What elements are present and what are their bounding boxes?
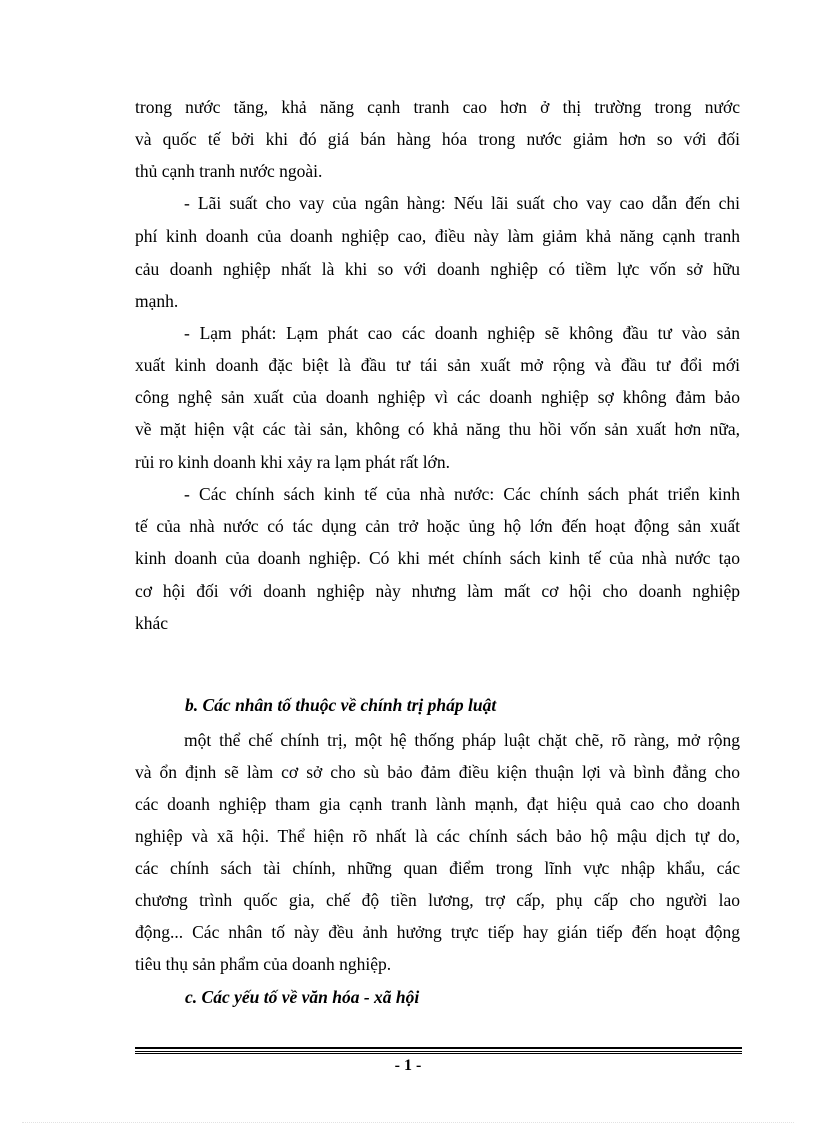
- footer-rule-thin: [135, 1051, 742, 1052]
- footer-rule-thin: [135, 1053, 742, 1054]
- text-line: cơ hội đối với doanh nghiệp này nhưng làm mất cơ hội cho doanh nghiệp: [135, 581, 740, 601]
- text-line: chương trình quốc gia, chế độ tiền lương, trợ cấp, phụ cấp cho người lao: [135, 890, 740, 910]
- text-line: về mặt hiện vật các tài sản, không có khả năng thu hồi vốn sản xuất hơn nữa,: [135, 419, 740, 439]
- text-line: rủi ro kinh doanh khi xảy ra lạm phát rất lớn.: [135, 452, 450, 472]
- footer-rule-thick: [135, 1047, 742, 1049]
- text-line: - Lãi suất cho vay của ngân hàng: Nếu lãi suất cho vay cao dẫn đến chi: [184, 193, 740, 213]
- text-line: tế của nhà nước có tác dụng cản trở hoặc ủng hộ lớn đến hoạt động sản xuất: [135, 516, 740, 536]
- section-heading-c: c. Các yếu tố về văn hóa - xã hội: [185, 987, 420, 1007]
- text-line: nghiệp và xã hội. Thể hiện rõ nhất là các chính sách bảo hộ mậu dịch tự do,: [135, 826, 740, 846]
- text-line: các doanh nghiệp tham gia cạnh tranh lành mạnh, đạt hiệu quả cao cho doanh: [135, 794, 740, 814]
- text-line: trong nước tăng, khả năng cạnh tranh cao hơn ở thị trường trong nước: [135, 97, 740, 117]
- text-line: một thể chế chính trị, một hệ thống pháp luật chặt chẽ, rõ ràng, mở rộng: [184, 730, 740, 750]
- text-line: thủ cạnh tranh nước ngoài.: [135, 161, 323, 181]
- text-line: phí kinh doanh của doanh nghiệp cao, điều này làm giảm khả năng cạnh tranh: [135, 226, 740, 246]
- text-line: và ổn định sẽ làm cơ sở cho sù bảo đảm điều kiện thuận lợi và bình đẳng cho: [135, 762, 740, 782]
- text-line: - Lạm phát: Lạm phát cao các doanh nghiệp sẽ không đầu tư vào sản: [184, 323, 740, 343]
- text-line: xuất kinh doanh đặc biệt là đầu tư tái sản xuất mở rộng và đầu tư đổi mới: [135, 355, 740, 375]
- text-line: các chính sách tài chính, những quan điểm trong lĩnh vực nhập khẩu, các: [135, 858, 740, 878]
- text-line: công nghệ sản xuất của doanh nghiệp vì các doanh nghiệp sợ không đảm bảo: [135, 387, 740, 407]
- body-text: [135, 0, 740, 1000]
- text-line: tiêu thụ sản phẩm của doanh nghiệp.: [135, 954, 392, 974]
- text-line: kinh doanh của doanh nghiệp. Có khi mét chính sách kinh tế của nhà nước tạo: [135, 548, 740, 568]
- text-line: động... Các nhân tố này đều ảnh hưởng trực tiếp hay gián tiếp đến hoạt động: [135, 922, 740, 942]
- text-line: và quốc tế bởi khi đó giá bán hàng hóa trong nước giảm hơn so với đối: [135, 129, 740, 149]
- text-line: khác: [135, 613, 169, 633]
- text-line: cảu doanh nghiệp nhất là khi so với doanh nghiệp có tiềm lực vốn sở hữu: [135, 259, 740, 279]
- page-number: - 1 -: [394, 1057, 422, 1074]
- text-line: mạnh.: [135, 291, 179, 311]
- text-line: - Các chính sách kinh tế của nhà nước: Các chính sách phát triển kinh: [184, 484, 740, 504]
- section-heading-b: b. Các nhân tố thuộc về chính trị pháp luật: [185, 695, 497, 715]
